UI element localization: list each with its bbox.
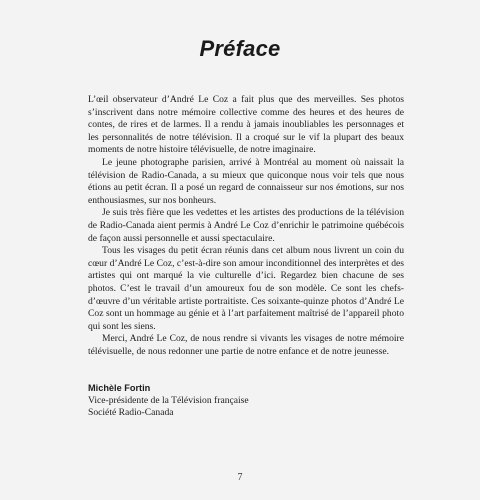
preface-body — [88, 94, 404, 358]
paragraph-2: Le jeune photographe parisien, arrivé à Montréal au moment où naissait la télévision de Radio-Canada, a su mieux que quiconque nous voir tels que nous étions au petit écran. Il a posé un regard de connaisseur sur nos émotions, sur nos enthousiasmes, sur nos bonheurs. — [88, 156, 404, 206]
signature-organization: Société Radio-Canada — [88, 407, 174, 419]
paragraph-3: Je suis très fière que les vedettes et les artistes des productions de la télévision de Radio-Canada aient permis à André Le Coz d’enrichir le patrimoine québécois de façon aussi personnelle et aussi spectaculaire. — [88, 207, 404, 244]
paragraph-5: Merci, André Le Coz, de nous rendre si vivants les visages de notre mémoire télévisuelle, de nous redonner une partie de notre enfance et de notre jeunesse. — [88, 333, 404, 357]
signature-role: Vice-présidente de la Télévision française — [88, 394, 249, 406]
page-title: Préface — [199, 36, 281, 61]
signature-block — [88, 382, 404, 420]
paragraph-1: L’œil observateur d’André Le Coz a fait plus que des merveilles. Ses photos s’inscrivent dans notre mémoire collective comme des heures et des heures de contes, de rires et de larmes. Il a rendu à jamais inoubliables les personnages et les personnalités de notre télévision. Il a croqué sur le vif la plupart des beaux moments de notre histoire télévisuelle, de notre imaginaire. — [88, 94, 404, 156]
paragraph-4: Tous les visages du petit écran réunis dans cet album nous livrent un coin du cœur d’André Le Coz, c’est-à-dire son amour inconditionnel des interprètes et des artistes qui ont marqué la vie culturelle d’ici. Regardez bien chacune de ses photos. C’est le travail d’un amoureux fou de son modèle. Ce sont les chefs-d’œuvre d’un véritable artiste portraitiste. Ces soixante-quinze photos d’André Le Coz sont un hommage au génie et à l’art parfaitement maîtrisé de l’appareil photo qui sont les siens. — [88, 245, 404, 332]
page-number: 7 — [237, 472, 243, 483]
signature-name: Michèle Fortin — [88, 383, 151, 393]
